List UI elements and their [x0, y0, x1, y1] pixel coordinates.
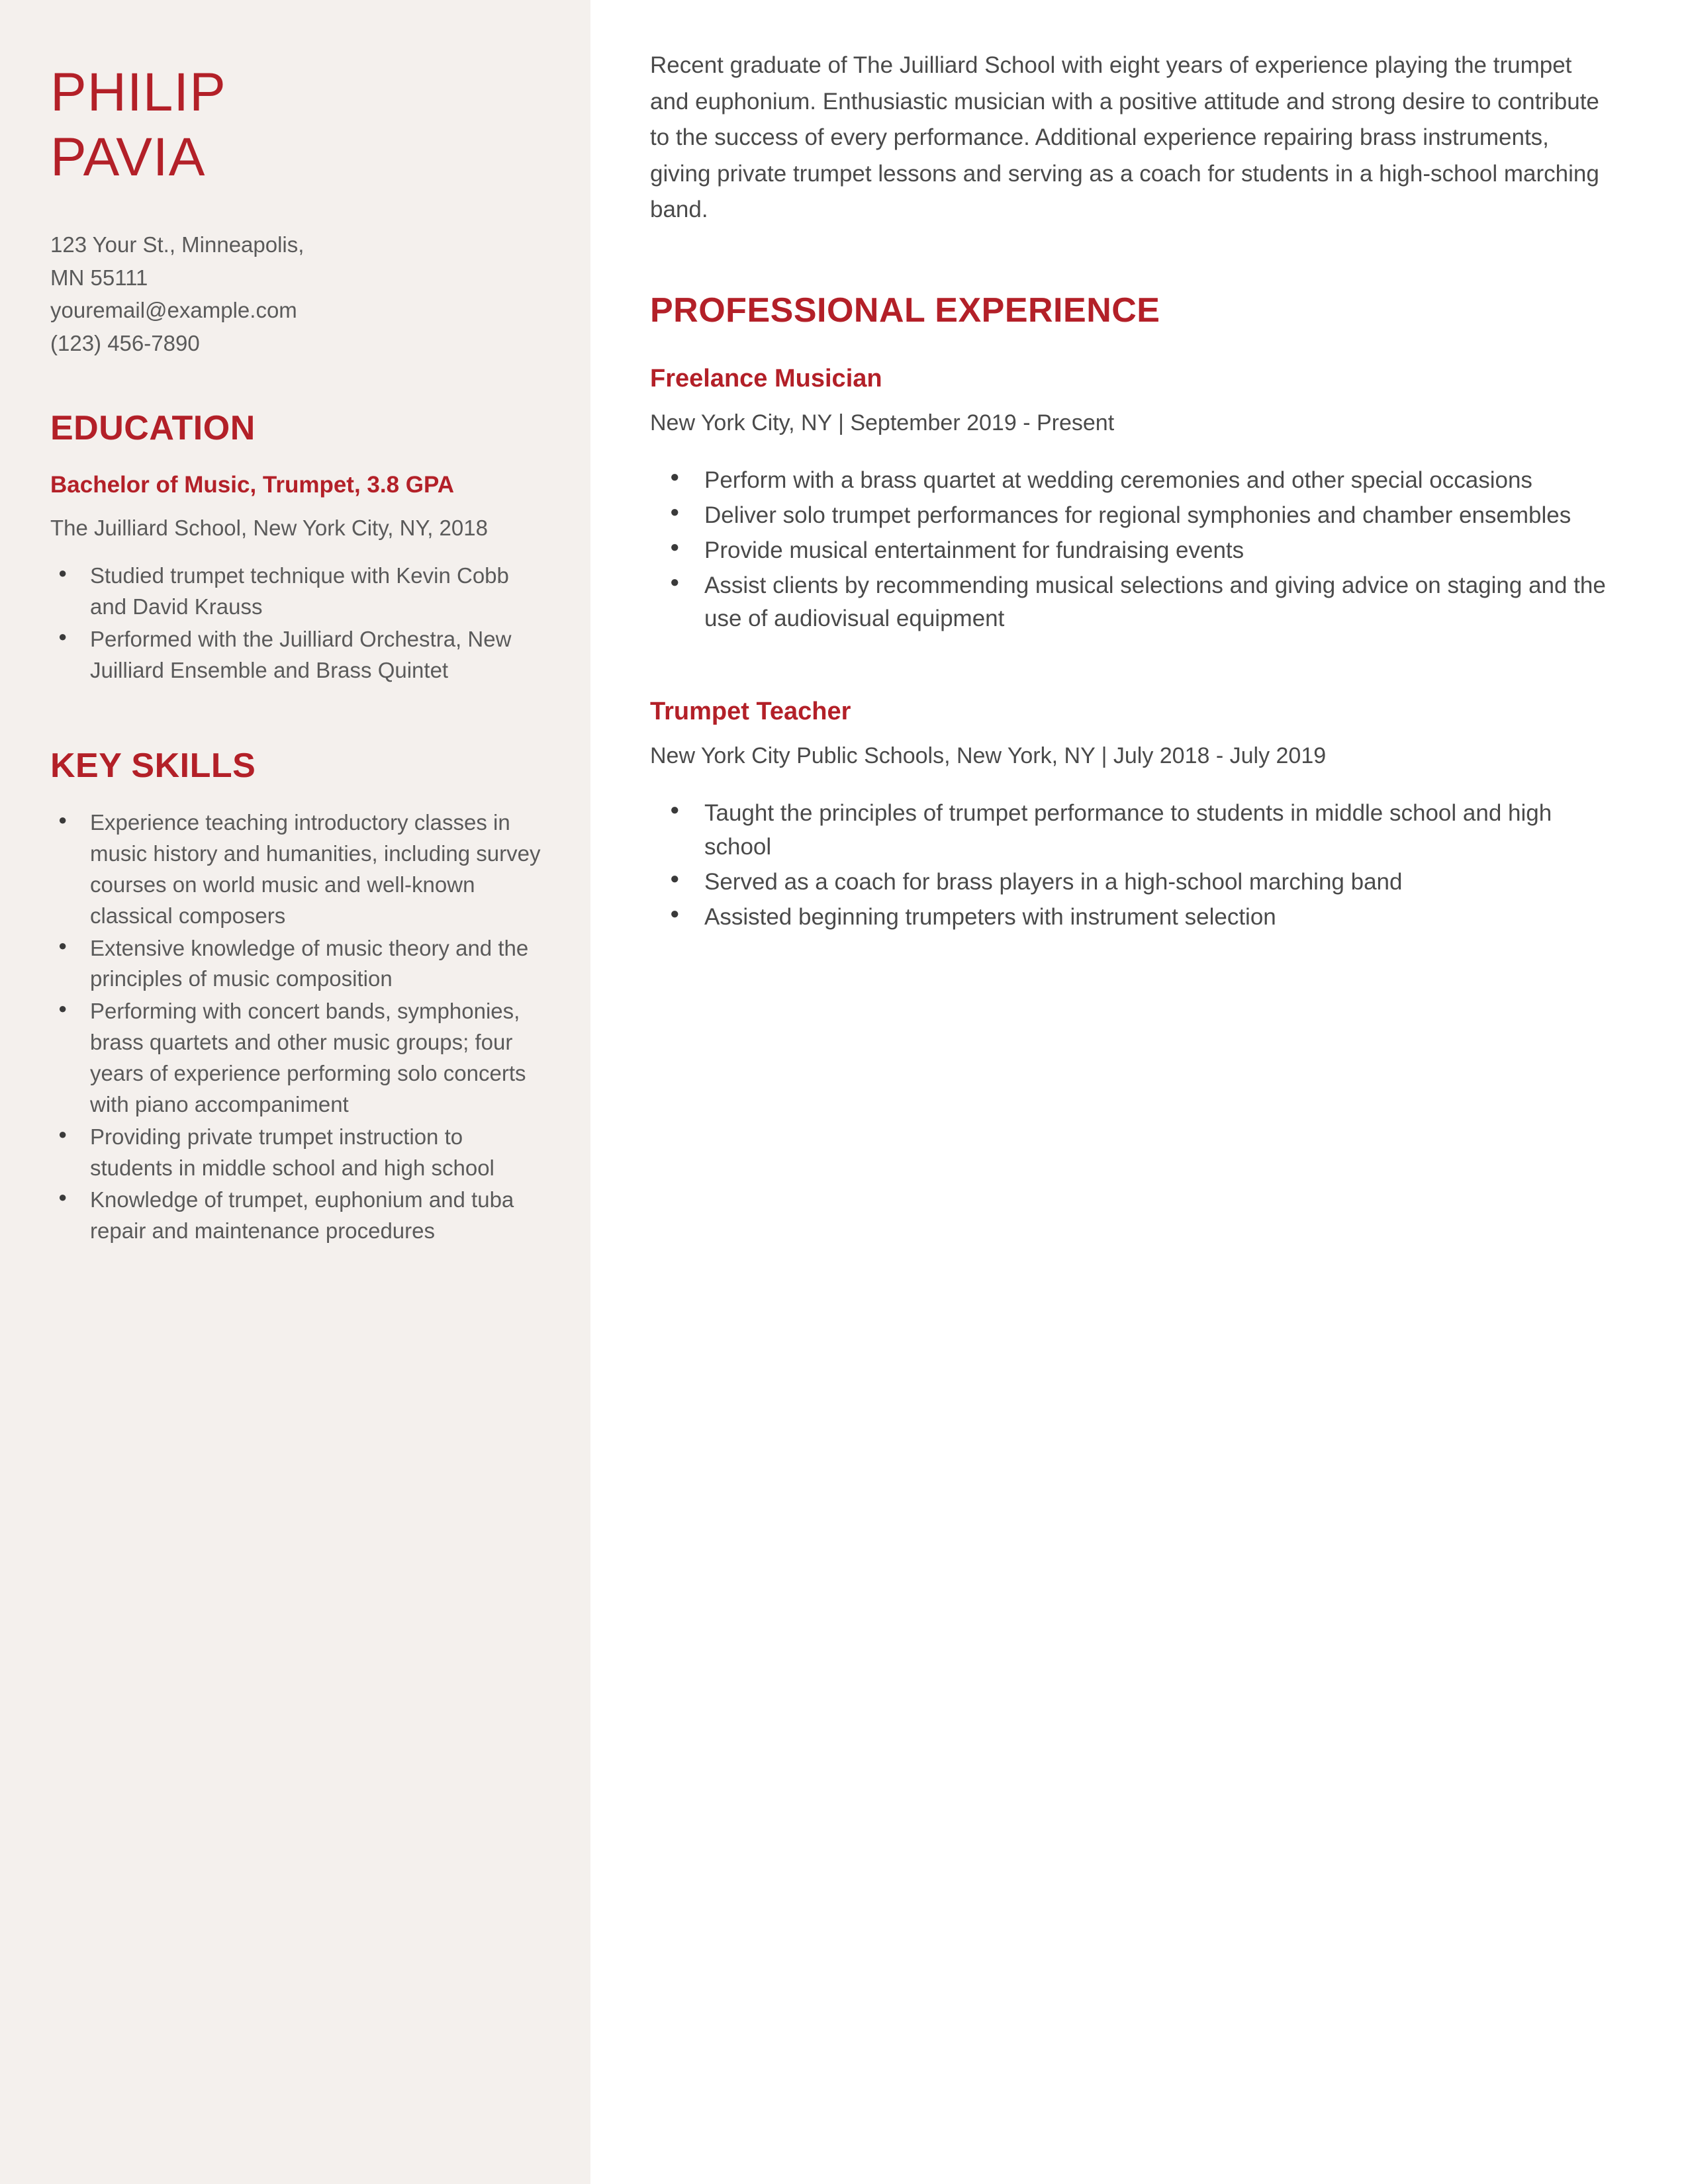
- list-item: ● Assist clients by recommending musical selections and giving advice on staging and the use of audiovisual equipment: [650, 569, 1615, 637]
- professional-summary: Recent graduate of The Juilliard School with eight years of experience playing the trumpet and euphonium. Enthusiastic musician with a positive attitude and strong desire to contribute to the success of every performance. Additional experience repairing brass instruments, giving private trumpet lessons and serving as a coach for students in a high-school marching band.: [650, 52, 1599, 223]
- contact-email[interactable]: youremail@example.com: [50, 298, 297, 323]
- job-meta: New York City Public Schools, New York, NY | July 2018 - July 2019: [650, 743, 1327, 768]
- list-item: ● Studied trumpet technique with Kevin Cobb and David Krauss: [50, 561, 543, 623]
- last-name: PAVIA: [50, 126, 206, 187]
- list-item: ● Perform with a brass quartet at wedding ceremonies and other special occasions: [650, 464, 1615, 498]
- list-item: ● Knowledge of trumpet, euphonium and tuba repair and maintenance procedures: [50, 1185, 543, 1247]
- sidebar-column: [0, 0, 590, 2184]
- list-item: ● Extensive knowledge of music theory and the principles of music composition: [50, 933, 543, 995]
- list-item: ● Experience teaching introductory classes in music history and humanities, including survey courses on world music and well-known classical composers: [50, 807, 543, 931]
- job-title: Trumpet Teacher: [650, 698, 851, 726]
- list-item: ● Deliver solo trumpet performances for regional symphonies and chamber ensembles: [650, 499, 1615, 533]
- list-item: ● Assisted beginning trumpeters with instrument selection: [650, 901, 1615, 934]
- list-item: ● Providing private trumpet instruction to students in middle school and high school: [50, 1122, 543, 1184]
- contact-address-line-1: 123 Your St., Minneapolis,: [50, 232, 305, 257]
- job-bullet-list: [650, 797, 1615, 934]
- list-item: ● Taught the principles of trumpet performance to students in middle school and high school: [650, 797, 1615, 864]
- first-name: PHILIP: [50, 62, 226, 122]
- list-item: ● Performing with concert bands, symphonies, brass quartets and other music groups; four years of experience performing solo concerts with piano accompaniment: [50, 996, 543, 1120]
- job-title: Freelance Musician: [650, 365, 882, 393]
- experience-section-title: PROFESSIONAL EXPERIENCE: [650, 291, 1160, 330]
- education-degree: Bachelor of Music, Trumpet, 3.8 GPA: [50, 472, 455, 498]
- list-item: ● Served as a coach for brass players in a high-school marching band: [650, 866, 1615, 899]
- key-skills-bullet-list: [50, 807, 543, 1247]
- list-item: ● Provide musical entertainment for fundraising events: [650, 534, 1615, 568]
- contact-block: [50, 228, 543, 359]
- job-meta: New York City, NY | September 2019 - Present: [650, 410, 1115, 435]
- education-bullet-list: [50, 561, 543, 686]
- main-column: [590, 0, 1688, 2184]
- experience-entry-trumpet-teacher: [650, 697, 1615, 934]
- job-bullet-list: [650, 464, 1615, 636]
- education-school: The Juilliard School, New York City, NY, 2018: [50, 515, 488, 540]
- list-item: ● Performed with the Juilliard Orchestra, New Juilliard Ensemble and Brass Quintet: [50, 624, 543, 686]
- name-block: [50, 62, 543, 187]
- key-skills-section-title: KEY SKILLS: [50, 746, 256, 785]
- education-section-title: EDUCATION: [50, 409, 256, 448]
- contact-phone[interactable]: (123) 456-7890: [50, 330, 200, 355]
- contact-address-line-2: MN 55111: [50, 265, 148, 290]
- experience-entry-freelance-musician: [650, 364, 1615, 636]
